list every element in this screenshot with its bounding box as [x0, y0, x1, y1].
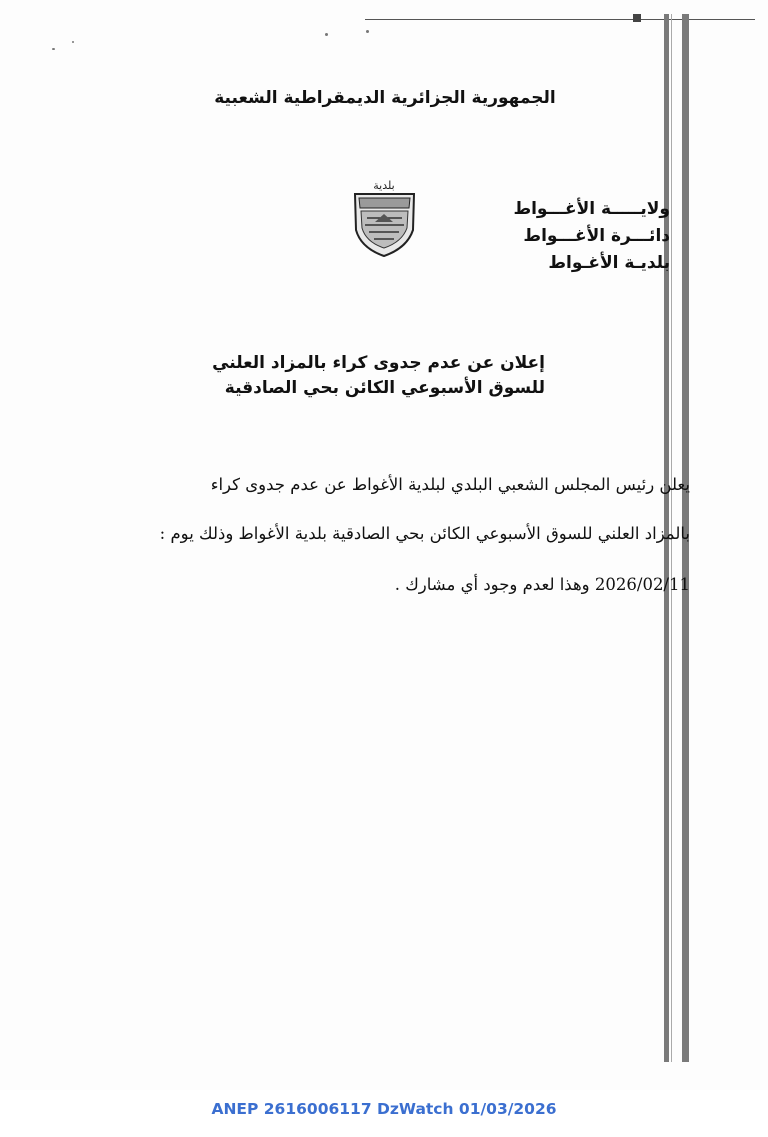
administrative-header — [470, 196, 670, 277]
publication-reference: ANEP 2616006117 DzWatch 01/03/2026 — [211, 1100, 557, 1118]
municipality-label: بلديـة الأغـواط — [548, 253, 670, 273]
scan-top-mark — [633, 14, 641, 22]
scan-speck — [52, 48, 55, 50]
announcement-body-line3: 2026/02/11 وهذا لعدم وجود أي مشارك . — [394, 575, 690, 594]
announcement-body-line2: بالمزاد العلني للسوق الأسبوعي الكائن بحي الصادقية بلدية الأغواط وذلك يوم : — [159, 524, 690, 543]
announcement-title — [170, 351, 545, 401]
announcement-body-line1: يعلن رئيس المجلس الشعبي البلدي لبلدية الأغواط عن عدم جدوى كراء — [210, 475, 690, 494]
municipal-seal-icon — [347, 178, 422, 260]
seal-label: بلدية — [373, 179, 395, 192]
scan-top-rule — [365, 19, 755, 20]
announcement-title-line2: للسوق الأسبوعي الكائن بحي الصادقية — [224, 378, 545, 398]
republic-heading: الجمهورية الجزائرية الديمقراطية الشعبية — [214, 88, 556, 108]
scan-speck — [366, 30, 369, 33]
province-label: ولايـــــة الأغـــواط — [513, 199, 670, 219]
scan-speck — [325, 33, 328, 36]
district-label: دائـــرة الأغـــواط — [523, 226, 670, 246]
scan-speck — [72, 41, 74, 43]
announcement-title-line1: إعلان عن عدم جدوى كراء بالمزاد العلني — [212, 353, 545, 373]
